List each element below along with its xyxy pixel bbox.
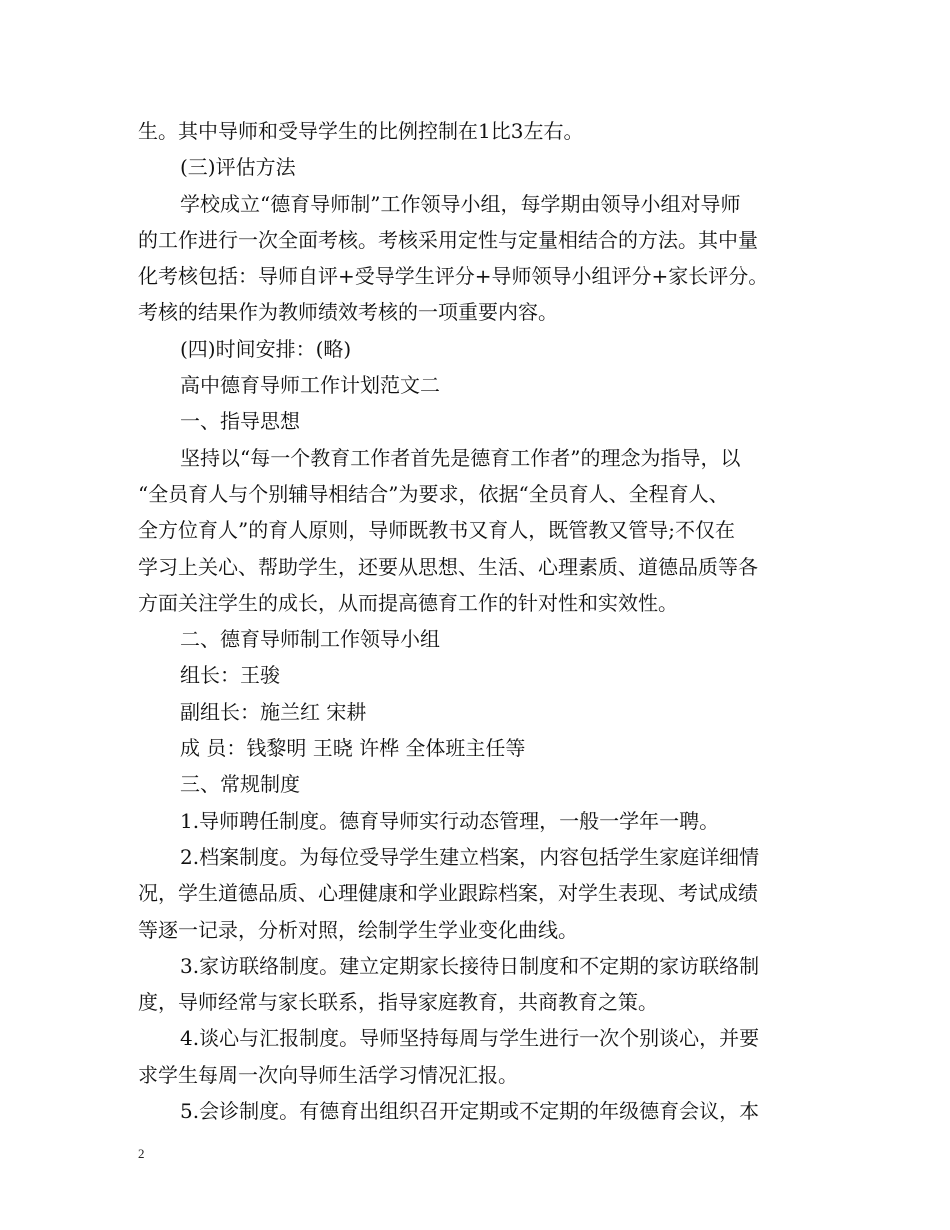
- text-line: 学校成立“德育导师制”工作领导小组，每学期由领导小组对导师: [180, 191, 741, 216]
- text-line: 学习上关心、帮助学生，还要从思想、生活、心理素质、道德品质等各: [138, 554, 758, 579]
- text-line: 坚持以“每一个教育工作者首先是德育工作者”的理念为指导，以: [180, 445, 741, 470]
- text-line: (四)时间安排：(略): [180, 336, 352, 361]
- text-line: 度，导师经常与家长联系，指导家庭教育，共商教育之策。: [138, 990, 658, 1015]
- text-line: 二、德育导师制工作领导小组: [180, 627, 440, 652]
- text-line: 高中德育导师工作计划范文二: [180, 373, 440, 398]
- text-line: 求学生每周一次向导师生活学习情况汇报。: [138, 1062, 518, 1087]
- text-line: “全员育人与个别辅导相结合”为要求，依据“全员育人、全程育人、: [138, 481, 729, 506]
- text-line: 3.家访联络制度。建立定期家长接待日制度和不定期的家访联络制: [180, 953, 760, 978]
- text-line: 全方位育人”的育人原则，导师既教书又育人，既管教又管导;不仅在: [138, 518, 735, 543]
- text-line: 等逐一记录，分析对照，绘制学生学业变化曲线。: [138, 917, 578, 942]
- text-line: 组长：王骏: [180, 663, 280, 688]
- text-line: 1.导师聘任制度。德育导师实行动态管理，一般一学年一聘。: [180, 808, 720, 833]
- text-line: (三)评估方法: [180, 155, 296, 180]
- text-line: 副组长：施兰红 宋耕: [180, 699, 367, 724]
- document-body: [138, 113, 818, 1129]
- text-line: 生。其中导师和受导学生的比例控制在1比3左右。: [138, 119, 584, 143]
- text-line: 的工作进行一次全面考核。考核采用定性与定量相结合的方法。其中量: [138, 227, 758, 252]
- text-line: 考核的结果作为教师绩效考核的一项重要内容。: [138, 300, 558, 325]
- text-line: 方面关注学生的成长，从而提高德育工作的针对性和实效性。: [138, 590, 678, 615]
- text-line: 5.会诊制度。有德育出组织召开定期或不定期的年级德育会议，本: [180, 1099, 760, 1124]
- text-line: 4.谈心与汇报制度。导师坚持每周与学生进行一次个别谈心，并要: [180, 1026, 760, 1051]
- text-line: 一、指导思想: [180, 409, 300, 434]
- text-line: 2.档案制度。为每位受导学生建立档案，内容包括学生家庭详细情: [180, 844, 760, 869]
- page-number: 2: [138, 1146, 145, 1161]
- text-line: 三、常规制度: [180, 772, 300, 797]
- text-line: 化考核包括：导师自评+受导学生评分+导师领导小组评分+家长评分。: [138, 264, 769, 289]
- text-line: 况，学生道德品质、心理健康和学业跟踪档案，对学生表现、考试成绩: [138, 881, 758, 906]
- text-line: 成 员：钱黎明 王晓 许桦 全体班主任等: [180, 736, 526, 761]
